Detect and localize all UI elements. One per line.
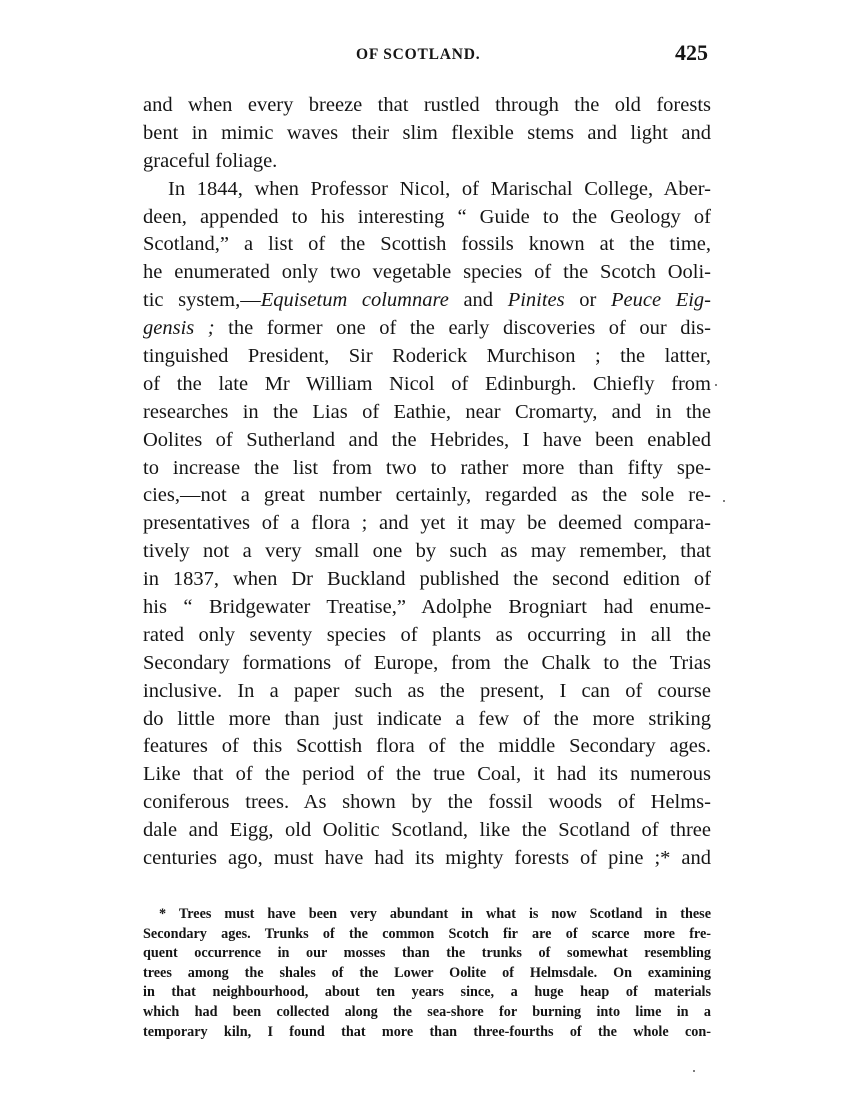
italic-species-name: Peuce Eig- bbox=[611, 289, 712, 312]
text-line: cies,—not a great number certainly, regarded as the sole re- bbox=[143, 484, 711, 507]
scan-speck bbox=[723, 500, 725, 502]
text-line: do little more than just indicate a few of the more striking bbox=[143, 707, 711, 730]
text-line: graceful foliage. bbox=[143, 149, 278, 172]
text-line: features of this Scottish flora of the middle Secondary ages. bbox=[143, 735, 711, 758]
text-line: dale and Eigg, old Oolitic Scotland, like the Scotland of three bbox=[143, 819, 711, 842]
scan-speck bbox=[715, 384, 717, 386]
text-line: Secondary formations of Europe, from the Chalk to the Trias bbox=[143, 651, 711, 674]
footnote bbox=[143, 905, 711, 1042]
text-line-with-italics bbox=[143, 287, 711, 315]
running-head bbox=[143, 40, 710, 70]
text-line: centuries ago, must have had its mighty forests of pine ;* and bbox=[143, 847, 711, 870]
paragraph-start-line: In 1844, when Professor Nicol, of Marischal College, Aber- bbox=[168, 177, 711, 200]
text-line: to increase the list from two to rather more than fifty spe- bbox=[143, 456, 711, 479]
italic-genus-name: Pinites bbox=[507, 289, 565, 312]
text-line: tively not a very small one by such as may remember, that bbox=[143, 540, 711, 563]
text-segment: or bbox=[564, 289, 611, 312]
text-line: and when every breeze that rustled through the old forests bbox=[143, 94, 711, 116]
text-line: presentatives of a flora ; and yet it may be deemed compara- bbox=[143, 512, 711, 535]
text-line: Scotland,” a list of the Scottish fossils known at the time, bbox=[143, 233, 711, 256]
italic-species-name: Equisetum columnare bbox=[260, 289, 449, 312]
page-number: 425 bbox=[675, 40, 708, 65]
text-line: inclusive. In a paper such as the present, I can of course bbox=[143, 679, 711, 702]
text-line: researches in the Lias of Eathie, near Cromarty, and in the bbox=[143, 400, 711, 423]
text-line: in 1837, when Dr Buckland published the second edition of bbox=[143, 568, 711, 591]
body-text bbox=[143, 92, 711, 873]
text-line: bent in mimic waves their slim flexible stems and light and bbox=[143, 121, 711, 144]
text-segment: the former one of the early discoveries of our dis- bbox=[214, 317, 711, 340]
text-line: of the late Mr William Nicol of Edinburgh. Chiefly from bbox=[143, 372, 711, 395]
scan-speck bbox=[693, 1070, 695, 1072]
footnote-line: * Trees must have been very abundant in what is now Scotland in these bbox=[159, 906, 711, 922]
text-line: rated only seventy species of plants as occurring in all the bbox=[143, 623, 711, 646]
text-segment: tic system,— bbox=[143, 289, 261, 312]
italic-species-name: gensis ; bbox=[143, 317, 215, 340]
text-segment: and bbox=[448, 289, 508, 312]
footnote-line: temporary kiln, I found that more than three-fourths of the whole con- bbox=[143, 1023, 711, 1040]
text-line: coniferous trees. As shown by the fossil woods of Helms- bbox=[143, 791, 711, 814]
footnote-line: which had been collected along the sea-shore for burning into lime in a bbox=[143, 1003, 711, 1020]
running-title: OF SCOTLAND. bbox=[356, 46, 481, 63]
text-line: Like that of the period of the true Coal, it had its numerous bbox=[143, 763, 711, 786]
footnote-line: quent occurrence in our mosses than the trunks of somewhat resembling bbox=[143, 945, 711, 962]
footnote-line: in that neighbourhood, about ten years since, a huge heap of materials bbox=[143, 984, 711, 1001]
footnote-line: Secondary ages. Trunks of the common Scotch fir are of scarce more fre- bbox=[143, 925, 711, 942]
text-line: tinguished President, Sir Roderick Murchison ; the latter, bbox=[143, 345, 711, 368]
text-line-with-italics bbox=[143, 315, 711, 343]
text-line: his “ Bridgewater Treatise,” Adolphe Brogniart had enume- bbox=[143, 596, 711, 619]
text-line: Oolites of Sutherland and the Hebrides, I have been enabled bbox=[143, 428, 711, 451]
footnote-line: trees among the shales of the Lower Oolite of Helmsdale. On examining bbox=[143, 964, 711, 981]
text-line: he enumerated only two vegetable species of the Scotch Ooli- bbox=[143, 261, 711, 284]
text-line: deen, appended to his interesting “ Guide to the Geology of bbox=[143, 205, 711, 228]
